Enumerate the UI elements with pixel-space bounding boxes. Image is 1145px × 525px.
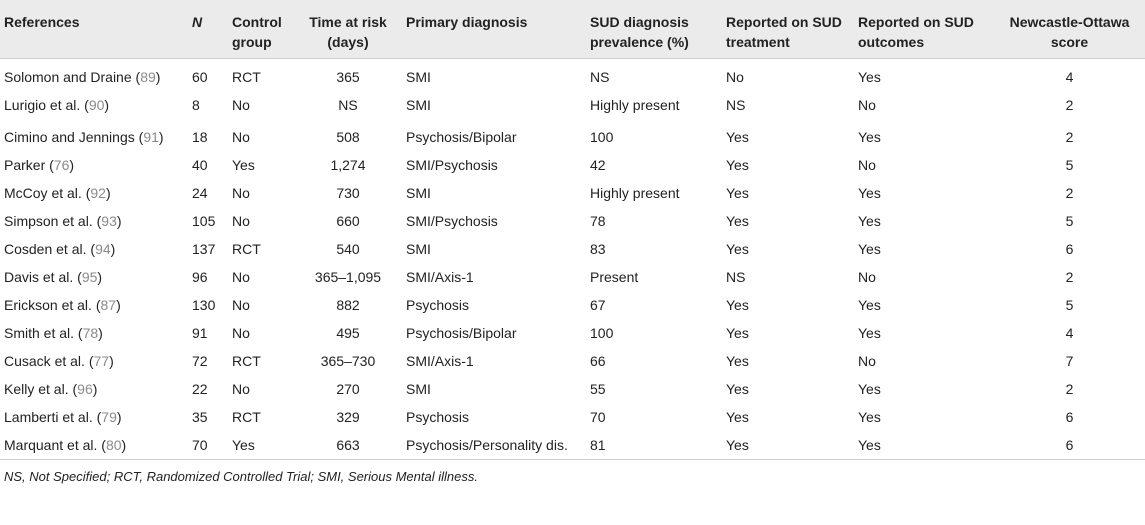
cell-newcastle-ottawa: 2 [1065,380,1074,397]
cell-sud-prevalence: 81 [590,436,606,453]
cell-reported-treatment: Yes [726,436,749,453]
cell-primary-diagnosis: SMI/Psychosis [406,156,498,173]
cell-reference: Davis et al. (95) [4,268,103,285]
cell-control-group: No [232,184,250,201]
table-row [0,319,1145,347]
cell-control-group: RCT [228,58,294,91]
cell-newcastle-ottawa: 2 [1065,128,1074,145]
cell-reported-outcomes: No [858,156,876,173]
cell-reported-outcomes: Yes [854,58,994,91]
table-row [0,91,1145,119]
cell-reference: Lurigio et al. (90) [4,96,110,113]
cell-reported-treatment: Yes [726,212,749,229]
reference-author: Marquant et al. [4,436,98,453]
cell-sud-prevalence: 42 [590,156,606,173]
cell-newcastle-ottawa: 6 [1065,436,1074,453]
header-time-at-risk: Time at risk (days) [309,14,387,50]
cell-time-at-risk: 365 [294,58,402,91]
cell-reported-outcomes: Yes [858,436,881,453]
cell-control-group: RCT [232,408,261,425]
reference-citation-link[interactable]: 92 [90,184,106,201]
cell-n: 40 [192,156,208,173]
header-control-group: Control group [232,14,282,50]
cell-newcastle-ottawa: 5 [1065,156,1074,173]
reference-author: Parker [4,156,46,173]
cell-reference: Erickson et al. (87) [4,296,121,313]
cell-primary-diagnosis: Psychosis/Bipolar [406,324,517,341]
reference-author: Lurigio et al. [4,96,81,113]
reference-author: Erickson et al. [4,296,92,313]
header-row [0,0,1145,58]
cell-control-group: No [232,380,250,397]
cell-reported-treatment: NS [726,268,746,285]
reference-citation-link[interactable]: 95 [81,268,98,285]
cell-primary-diagnosis: SMI [402,58,586,91]
table-row [0,403,1145,431]
cell-reported-treatment: Yes [726,128,749,145]
reference-author: Cosden et al. [4,240,87,257]
reference-citation-link[interactable]: 90 [88,96,105,113]
cell-reported-outcomes: Yes [858,408,881,425]
cell-time-at-risk: 329 [336,408,360,425]
cell-reported-treatment: Yes [726,380,749,397]
table-row [0,347,1145,375]
cell-newcastle-ottawa: 2 [1065,268,1074,285]
cell-primary-diagnosis: SMI [406,240,431,257]
cell-reported-outcomes: Yes [858,324,881,341]
cell-reported-outcomes: Yes [858,184,881,201]
cell-control-group: No [232,212,250,229]
cell-sud-prevalence: Highly present [590,184,680,201]
cell-primary-diagnosis: SMI [406,380,431,397]
header-n: N [192,14,203,30]
reference-author: Cimino and Jennings [4,128,135,145]
cell-primary-diagnosis: Psychosis/Bipolar [406,128,517,145]
header-reported-treatment: Reported on SUD treatment [726,14,842,50]
cell-sud-prevalence: 100 [590,324,614,341]
cell-newcastle-ottawa: 6 [1065,408,1074,425]
cell-newcastle-ottawa: 4 [994,58,1145,91]
reference-author: Davis et al. [4,268,74,285]
reference-author: Solomon and Draine [4,68,132,85]
cell-control-group: No [232,96,250,113]
cell-n: 8 [192,96,200,113]
reference-citation-link[interactable]: 94 [95,240,111,257]
cell-n: 105 [192,212,216,229]
table-row [0,431,1145,460]
cell-sud-prevalence: 78 [590,212,606,229]
table-row [0,235,1145,263]
cell-reported-outcomes: No [858,96,876,113]
cell-reference: Cosden et al. (94) [4,240,116,257]
header-primary-diagnosis: Primary diagnosis [406,14,528,30]
cell-reference: Marquant et al. (80) [4,436,127,453]
cell-reference: Smith et al. (78) [4,324,103,341]
cell-sud-prevalence: 70 [590,408,606,425]
table-footnote: NS, Not Specified; RCT, Randomized Controlled Trial; SMI, Serious Mental illness. [4,468,478,484]
cell-control-group: RCT [232,352,261,369]
cell-n: 35 [192,408,208,425]
cell-sud-prevalence: 67 [590,296,606,313]
header-references: References [4,14,80,30]
cell-time-at-risk: 495 [336,324,360,341]
header-newcastle-ottawa: Newcastle-Ottawa score [1009,14,1130,50]
cell-primary-diagnosis: SMI [406,184,431,201]
reference-citation-link[interactable]: 79 [101,408,117,425]
cell-n: 96 [192,268,208,285]
table-row [0,179,1145,207]
cell-time-at-risk: 270 [336,380,360,397]
cell-n: 70 [192,436,208,453]
cell-time-at-risk: 365–1,095 [314,268,382,285]
cell-newcastle-ottawa: 5 [1065,212,1074,229]
table-row [0,375,1145,403]
cell-control-group: Yes [232,436,255,453]
table-body [0,58,1145,459]
reference-author: Lamberti et al. [4,408,93,425]
cell-n: 137 [192,240,216,257]
cell-time-at-risk: 660 [336,212,360,229]
cell-primary-diagnosis: Psychosis [406,408,470,425]
cell-n: 18 [192,128,208,145]
cell-control-group: No [232,324,250,341]
cell-reported-treatment: Yes [726,408,749,425]
cell-newcastle-ottawa: 2 [1065,184,1074,201]
cell-primary-diagnosis: Psychosis [406,296,470,313]
cell-reference: Kelly et al. (96) [4,380,98,397]
cell-reported-treatment: No [722,58,854,91]
cell-reference: Cimino and Jennings (91) [4,128,164,145]
reference-author: McCoy et al. [4,184,82,201]
reference-citation-link[interactable]: 76 [53,156,70,173]
cell-reference: Parker (76) [4,156,75,173]
cell-time-at-risk: 882 [336,296,360,313]
cell-newcastle-ottawa: 5 [1065,296,1074,313]
table-row [0,263,1145,291]
cell-sud-prevalence: Highly present [590,96,680,113]
cell-sud-prevalence: Present [590,268,639,285]
table-row [0,291,1145,319]
cell-reported-treatment: NS [726,96,746,113]
cell-reported-treatment: Yes [726,156,749,173]
cell-time-at-risk: 730 [336,184,360,201]
cell-reported-outcomes: Yes [858,240,881,257]
cell-n: 60 [188,58,228,91]
cell-reported-treatment: Yes [726,324,749,341]
cell-control-group: No [232,296,250,313]
cell-reported-outcomes: Yes [858,296,881,313]
cell-n: 91 [192,324,208,341]
cell-newcastle-ottawa: 7 [1065,352,1074,369]
cell-time-at-risk: 540 [336,240,360,257]
cell-time-at-risk: 508 [336,128,360,145]
cell-time-at-risk: 365–730 [320,352,376,369]
reference-author: Kelly et al. [4,380,69,397]
reference-citation-link[interactable]: 89 [140,68,156,85]
cell-reported-treatment: Yes [726,184,749,201]
table-footer [0,459,1145,484]
cell-reported-outcomes: Yes [858,380,881,397]
cell-sud-prevalence: 100 [590,128,614,145]
cell-primary-diagnosis: Psychosis/Personality dis. [406,436,568,453]
cell-primary-diagnosis: SMI/Axis-1 [406,352,474,369]
cell-control-group: No [232,128,250,145]
cell-reported-outcomes: No [858,268,876,285]
cell-sud-prevalence: 55 [590,380,606,397]
reference-citation-link[interactable]: 96 [77,380,93,397]
cell-reference: Cusack et al. (77) [4,352,114,369]
reference-citation-link[interactable]: 93 [101,212,117,229]
cell-reported-treatment: Yes [726,296,749,313]
cell-reference: Lamberti et al. (79) [4,408,122,425]
cell-newcastle-ottawa: 2 [1065,96,1074,113]
cell-newcastle-ottawa: 6 [1065,240,1074,257]
table-row [0,207,1145,235]
reference-citation-link[interactable]: 87 [100,296,117,313]
table-row [0,119,1145,151]
cell-n: 24 [192,184,208,201]
reference-citation-link[interactable]: 91 [143,128,159,145]
cell-time-at-risk: 663 [336,436,360,453]
cell-newcastle-ottawa: 4 [1065,324,1074,341]
cell-time-at-risk: 1,274 [330,156,366,173]
reference-author: Simpson et al. [4,212,93,229]
reference-author: Cusack et al. [4,352,85,369]
cell-primary-diagnosis: SMI/Axis-1 [406,268,474,285]
cell-n: 130 [192,296,216,313]
cell-control-group: RCT [232,240,261,257]
cell-sud-prevalence: NS [586,58,722,91]
header-reported-outcomes: Reported on SUD outcomes [858,14,974,50]
cell-time-at-risk: NS [338,96,358,113]
cell-sud-prevalence: 66 [590,352,606,369]
cell-reported-treatment: Yes [726,240,749,257]
cell-reference: Simpson et al. (93) [4,212,122,229]
reference-citation-link[interactable]: 77 [93,352,110,369]
cell-control-group: Yes [232,156,255,173]
cell-reported-outcomes: Yes [858,212,881,229]
cell-n: 72 [192,352,208,369]
cell-n: 22 [192,380,208,397]
cell-reported-treatment: Yes [726,352,749,369]
table-row [0,151,1145,179]
reference-citation-link[interactable]: 78 [82,324,99,341]
cell-sud-prevalence: 83 [590,240,606,257]
cell-control-group: No [232,268,250,285]
cell-primary-diagnosis: SMI/Psychosis [406,212,498,229]
table-header [0,0,1145,58]
reference-citation-link[interactable]: 80 [105,436,122,453]
cell-reference: McCoy et al. (92) [4,184,111,201]
reference-author: Smith et al. [4,324,75,341]
cell-reported-outcomes: No [858,352,876,369]
cell-reference: Solomon and Draine (89) [0,58,188,91]
header-sud-prevalence: SUD diagnosis prevalence (%) [590,14,689,50]
table-row [0,58,1145,91]
cell-reported-outcomes: Yes [858,128,881,145]
cell-primary-diagnosis: SMI [406,96,431,113]
